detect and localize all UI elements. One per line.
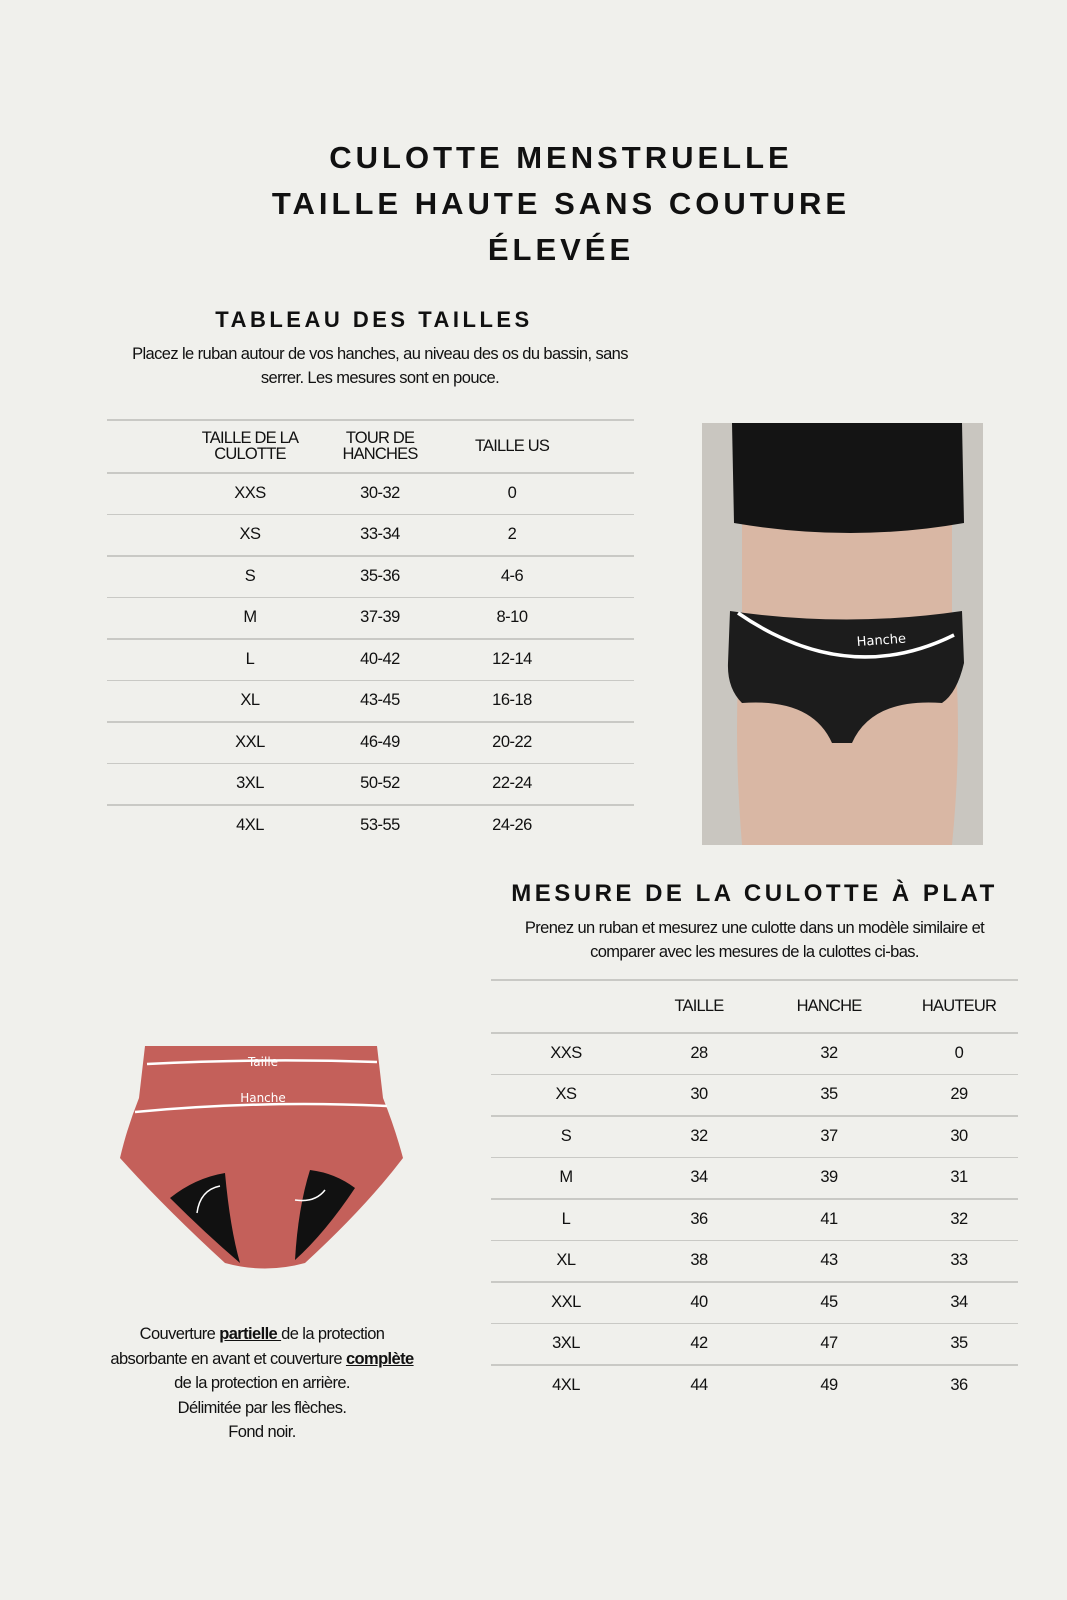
table-cell: 3XL bbox=[236, 774, 264, 793]
table-cell: 30-32 bbox=[360, 483, 400, 502]
caption-text: Délimitée par les flèches. bbox=[177, 1398, 347, 1417]
table-cell: 32 bbox=[820, 1043, 838, 1062]
instruction-line: serrer. Les mesures sont en pouce. bbox=[260, 369, 500, 387]
table-cell: 4XL bbox=[236, 815, 264, 834]
table-cell: 34 bbox=[950, 1292, 968, 1311]
table-divider bbox=[107, 472, 634, 474]
table-cell: 8-10 bbox=[496, 608, 528, 627]
table-cell: 37-39 bbox=[360, 608, 400, 627]
flat-brief-illustration bbox=[115, 1038, 411, 1278]
table-cell: 22-24 bbox=[492, 774, 532, 793]
table-cell: 30 bbox=[950, 1126, 968, 1145]
table-divider bbox=[491, 1240, 1018, 1242]
column-header: TAILLE bbox=[674, 996, 724, 1015]
table-cell: 44 bbox=[690, 1375, 708, 1394]
table-cell: 24-26 bbox=[492, 815, 532, 834]
caption-emphasis: complète bbox=[345, 1349, 414, 1368]
table-cell: 36 bbox=[950, 1375, 968, 1394]
instruction-line: comparer avec les mesures de la culottes ci-bas. bbox=[590, 943, 919, 961]
table-divider bbox=[107, 419, 634, 421]
table-divider bbox=[491, 1198, 1018, 1200]
table-cell: XXL bbox=[235, 732, 265, 751]
table-cell: XXS bbox=[550, 1043, 582, 1062]
table-cell: 43 bbox=[820, 1251, 838, 1270]
table-cell: 47 bbox=[820, 1334, 838, 1353]
table-cell: 0 bbox=[507, 483, 517, 502]
column-header: TAILLE US bbox=[474, 436, 550, 455]
size-chart-instructions bbox=[100, 342, 660, 390]
table-cell: 37 bbox=[820, 1126, 838, 1145]
table-divider bbox=[491, 1281, 1018, 1283]
table-divider bbox=[491, 1364, 1018, 1366]
instruction-line: Prenez un ruban et mesurez une culotte dans un modèle similaire et bbox=[524, 919, 985, 937]
table-cell: 35 bbox=[820, 1085, 838, 1104]
table-divider bbox=[107, 514, 634, 516]
table-cell: 43-45 bbox=[360, 691, 400, 710]
table-cell: 3XL bbox=[552, 1334, 580, 1353]
table-cell: L bbox=[561, 1209, 571, 1228]
table-divider bbox=[491, 1115, 1018, 1117]
table-divider bbox=[107, 597, 634, 599]
hip-label: Hanche bbox=[240, 1091, 286, 1105]
table-cell: 30 bbox=[690, 1085, 708, 1104]
coverage-caption bbox=[92, 1322, 432, 1445]
table-cell: S bbox=[560, 1126, 572, 1145]
table-cell: 41 bbox=[820, 1209, 838, 1228]
table-divider bbox=[491, 979, 1018, 981]
table-divider bbox=[107, 680, 634, 682]
table-cell: 35 bbox=[950, 1334, 968, 1353]
table-cell: M bbox=[559, 1168, 573, 1187]
table-cell: 20-22 bbox=[492, 732, 532, 751]
table-divider bbox=[107, 555, 634, 557]
table-cell: S bbox=[244, 566, 256, 585]
table-cell: 50-52 bbox=[360, 774, 400, 793]
table-cell: XXL bbox=[551, 1292, 581, 1311]
table-cell: 36 bbox=[690, 1209, 708, 1228]
caption-text: de la protection bbox=[281, 1325, 385, 1343]
table-cell: 49 bbox=[820, 1375, 838, 1394]
table-divider bbox=[491, 1323, 1018, 1325]
table-divider bbox=[107, 763, 634, 765]
caption-text: Fond noir. bbox=[228, 1423, 296, 1441]
table-cell: 33 bbox=[950, 1251, 968, 1270]
model-photo bbox=[702, 423, 983, 845]
size-chart-table bbox=[107, 419, 634, 849]
table-cell: XL bbox=[240, 691, 260, 710]
table-cell: 12-14 bbox=[492, 649, 532, 668]
flat-measure-instructions bbox=[491, 916, 1018, 964]
flat-measure-table bbox=[491, 979, 1018, 1409]
caption-text: absorbante en avant et couverture bbox=[110, 1349, 346, 1368]
table-cell: 46-49 bbox=[360, 732, 400, 751]
caption-text: de la protection en arrière. bbox=[174, 1374, 350, 1392]
size-chart-heading: TABLEAU DES TAILLES bbox=[215, 307, 533, 332]
hip-label: Hanche bbox=[856, 631, 907, 650]
waist-label: Taille bbox=[247, 1055, 279, 1069]
table-cell: 4-6 bbox=[500, 566, 524, 585]
table-cell: 32 bbox=[950, 1209, 968, 1228]
table-cell: 16-18 bbox=[492, 691, 532, 710]
column-header: TAILLE DE LA CULOTTE bbox=[201, 428, 299, 463]
caption-emphasis: partielle bbox=[219, 1325, 282, 1343]
title-line: CULOTTE MENSTRUELLE bbox=[329, 140, 793, 175]
table-divider bbox=[491, 1074, 1018, 1076]
flat-measure-heading: MESURE DE LA CULOTTE À PLAT bbox=[511, 880, 998, 907]
table-cell: 31 bbox=[950, 1168, 968, 1187]
table-cell: 2 bbox=[507, 525, 517, 544]
table-divider bbox=[491, 1157, 1018, 1159]
table-cell: 40-42 bbox=[360, 649, 400, 668]
table-cell: 29 bbox=[950, 1085, 968, 1104]
title-line: TAILLE HAUTE SANS COUTURE bbox=[271, 186, 851, 221]
table-cell: 45 bbox=[820, 1292, 838, 1311]
column-header: HAUTEUR bbox=[921, 996, 997, 1015]
table-cell: 35-36 bbox=[360, 566, 400, 585]
table-divider bbox=[107, 638, 634, 640]
table-cell: 28 bbox=[690, 1043, 708, 1062]
table-divider bbox=[491, 1032, 1018, 1034]
table-cell: 0 bbox=[954, 1043, 964, 1062]
table-cell: L bbox=[245, 649, 255, 668]
table-divider bbox=[107, 721, 634, 723]
table-cell: 39 bbox=[820, 1168, 838, 1187]
table-cell: XXS bbox=[234, 483, 266, 502]
table-cell: XS bbox=[555, 1085, 577, 1104]
caption-text: Couverture bbox=[139, 1325, 220, 1343]
table-cell: 4XL bbox=[552, 1375, 580, 1394]
table-cell: 38 bbox=[690, 1251, 708, 1270]
table-cell: 33-34 bbox=[360, 525, 400, 544]
table-cell: 34 bbox=[690, 1168, 708, 1187]
page-title bbox=[0, 135, 1067, 273]
title-line: ÉLEVÉE bbox=[487, 232, 635, 267]
instruction-line: Placez le ruban autour de vos hanches, au niveau des os du bassin, sans bbox=[132, 345, 628, 363]
column-header: TOUR DE HANCHES bbox=[342, 428, 418, 463]
table-cell: XS bbox=[239, 525, 261, 544]
table-cell: M bbox=[243, 608, 257, 627]
table-cell: 42 bbox=[690, 1334, 708, 1353]
table-cell: 40 bbox=[690, 1292, 708, 1311]
column-header: HANCHE bbox=[796, 996, 862, 1015]
table-cell: 32 bbox=[690, 1126, 708, 1145]
table-cell: 53-55 bbox=[360, 815, 400, 834]
table-divider bbox=[107, 804, 634, 806]
table-cell: XL bbox=[556, 1251, 576, 1270]
